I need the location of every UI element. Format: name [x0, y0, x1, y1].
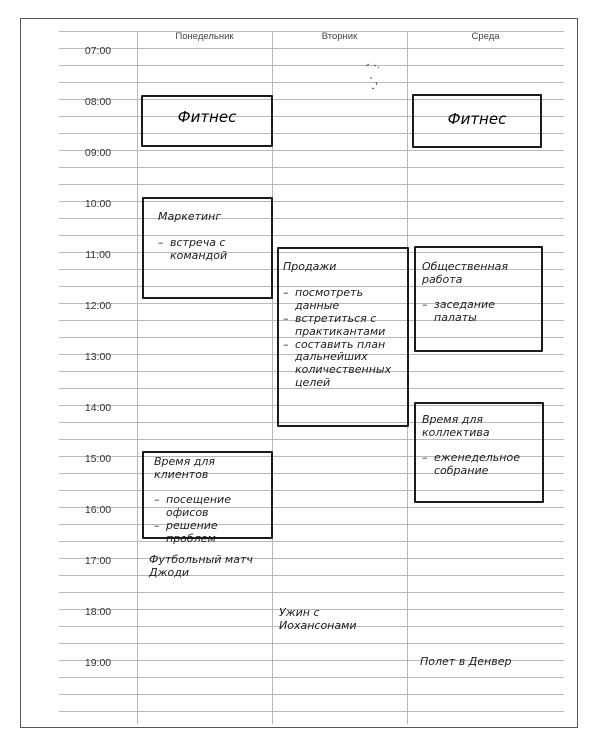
- grid-row-line: [59, 575, 564, 576]
- event-title: Фитнес: [447, 110, 507, 128]
- grid-row-line: [59, 524, 564, 525]
- time-label-1600: 16:00: [84, 504, 112, 516]
- grid-row-line: [59, 184, 564, 185]
- time-label-1300: 13:00: [84, 351, 112, 363]
- day-header-wednesday: Среда: [471, 31, 500, 42]
- event-team-time[interactable]: [414, 402, 544, 503]
- time-label-1100: 11:00: [85, 249, 111, 261]
- time-label-0800: 08:00: [84, 96, 112, 108]
- time-label-1700: 17:00: [84, 555, 112, 567]
- time-label-0700: 07:00: [84, 45, 112, 57]
- time-label-1500: 15:00: [84, 453, 112, 465]
- ink-specks: [360, 60, 390, 100]
- grid-row-line: [59, 592, 564, 593]
- grid-row-line: [59, 643, 564, 644]
- event-football-match[interactable]: Футбольный матч Джоди: [149, 553, 253, 579]
- day-header-monday: Понедельник: [175, 31, 234, 42]
- event-fitness-wednesday[interactable]: [412, 94, 542, 148]
- event-items: [154, 494, 268, 546]
- event-items: [422, 299, 498, 325]
- event-title: Маркетинг: [158, 210, 222, 223]
- event-title: Время для клиентов: [154, 455, 215, 481]
- event-items: [283, 287, 407, 390]
- grid-row-line: [59, 541, 564, 542]
- event-title: Фитнес: [177, 108, 237, 126]
- time-label-1200: 12:00: [84, 300, 112, 312]
- event-title: Общественная работа: [422, 260, 509, 286]
- event-item: – решение проблем: [154, 520, 268, 546]
- time-label-1000: 10:00: [84, 198, 112, 210]
- event-title: Время для коллектива: [422, 413, 490, 439]
- day-header-tuesday: Вторник: [321, 31, 358, 42]
- grid-row-line: [59, 65, 564, 66]
- event-fitness-monday[interactable]: [141, 95, 273, 147]
- event-flight[interactable]: Полет в Денвер: [420, 655, 512, 668]
- event-client-time[interactable]: [142, 451, 273, 545]
- event-dinner[interactable]: Ужин с Иохансонами: [279, 606, 357, 632]
- planner-page: [20, 18, 578, 728]
- event-item: – составить план дальнейших количественных целей: [283, 339, 405, 391]
- event-items: [158, 237, 254, 263]
- time-label-1900: 19:00: [84, 657, 112, 669]
- event-item: – посещение офисов: [154, 494, 238, 520]
- grid-row-line: [59, 235, 564, 236]
- schedule-grid: [59, 31, 564, 724]
- event-title: Продажи: [283, 260, 337, 273]
- event-sales[interactable]: [277, 247, 409, 427]
- event-items: [422, 452, 526, 478]
- event-item: – еженедельное собрание: [422, 452, 516, 478]
- event-item: – встретиться с практикантами: [283, 313, 407, 339]
- grid-row-line: [59, 218, 564, 219]
- time-label-0900: 09:00: [84, 147, 112, 159]
- event-item: – встреча с командой: [158, 237, 254, 263]
- event-item: – посмотреть данные: [283, 287, 369, 313]
- time-label-1400: 14:00: [84, 402, 112, 414]
- grid-row-line: [59, 694, 564, 695]
- grid-column-line: [137, 31, 138, 724]
- grid-row-line: [59, 82, 564, 83]
- event-community-work[interactable]: [414, 246, 543, 352]
- grid-row-line: [59, 167, 564, 168]
- grid-row-line: [59, 677, 564, 678]
- event-marketing[interactable]: [142, 197, 273, 299]
- time-label-1800: 18:00: [84, 606, 112, 618]
- grid-row-line: [59, 711, 564, 712]
- event-item: – заседание палаты: [422, 299, 498, 325]
